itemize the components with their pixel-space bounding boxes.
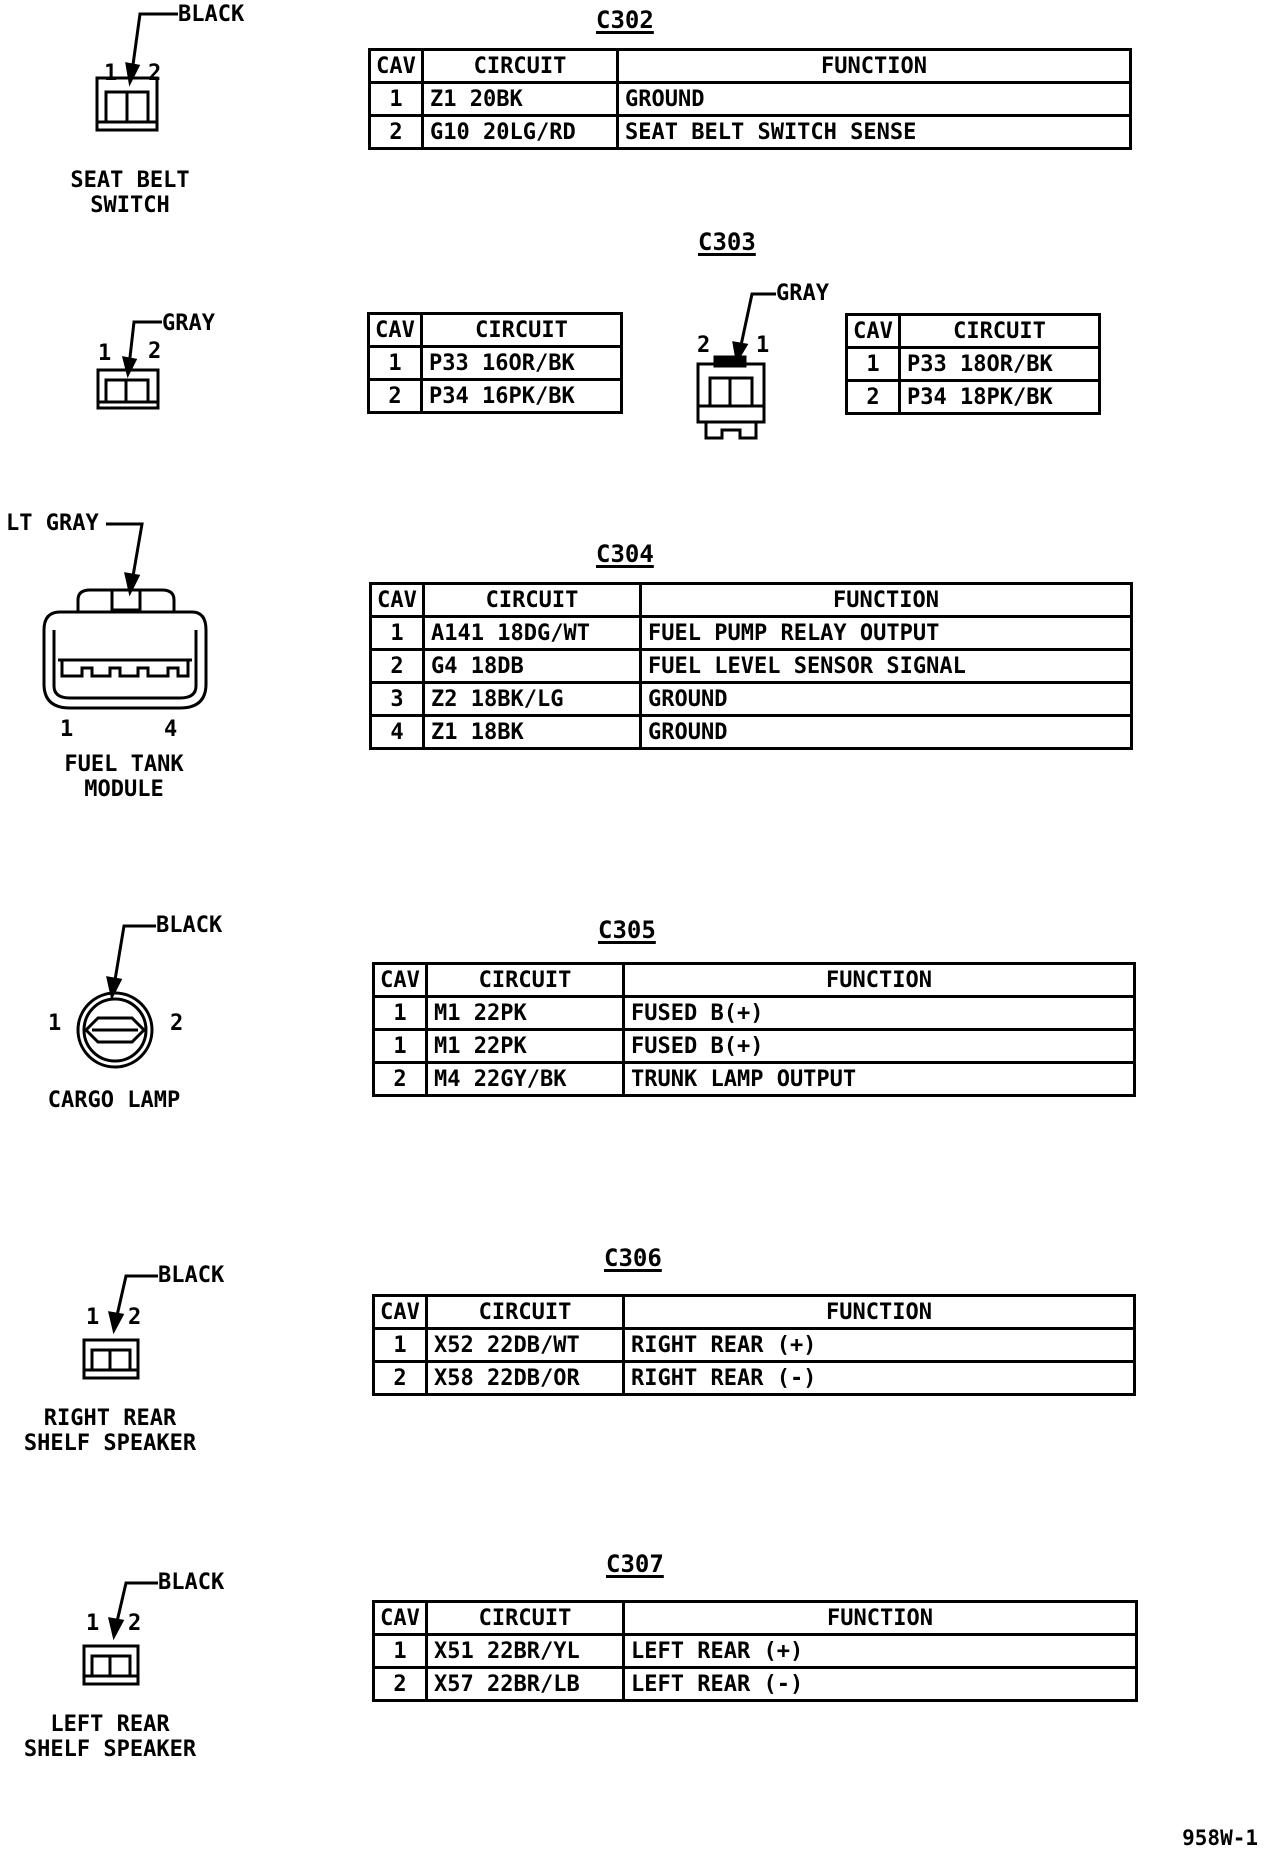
c305-table <box>372 962 1136 1097</box>
c304-pin-1: 1 <box>60 717 74 742</box>
function-cell: GROUND <box>618 83 1131 116</box>
c303-right-pin-1: 1 <box>756 333 770 358</box>
c304-component-name: FUEL TANK MODULE <box>64 752 184 802</box>
function-header: FUNCTION <box>618 50 1131 83</box>
function-cell: LEFT REAR (+) <box>624 1635 1137 1668</box>
cav-header: CAV <box>371 584 424 617</box>
function-cell: TRUNK LAMP OUTPUT <box>624 1063 1135 1096</box>
gray-connector-right-icon <box>698 294 776 438</box>
circuit-header: CIRCUIT <box>427 1296 624 1329</box>
c305-component-name: CARGO LAMP <box>47 1088 181 1113</box>
table-row <box>374 1030 1135 1063</box>
c305-title: C305 <box>598 916 656 944</box>
table-row <box>374 1362 1135 1395</box>
c306-pin-2: 2 <box>128 1305 142 1330</box>
fuel-tank-module-connector-icon <box>44 524 206 708</box>
circuit-cell: M1 22PK <box>427 1030 624 1063</box>
cav-cell: 1 <box>369 347 422 380</box>
cav-header: CAV <box>374 1296 427 1329</box>
cav-header: CAV <box>847 315 900 348</box>
function-header: FUNCTION <box>624 1296 1135 1329</box>
c307-pin-1: 1 <box>86 1611 100 1636</box>
circuit-header: CIRCUIT <box>427 1602 624 1635</box>
c302-component-name: SEAT BELT SWITCH <box>70 168 190 218</box>
function-cell: FUSED B(+) <box>624 1030 1135 1063</box>
circuit-cell: X57 22BR/LB <box>427 1668 624 1701</box>
table-row <box>371 650 1132 683</box>
c303-left-wire-color: GRAY <box>162 311 215 336</box>
c303-title: C303 <box>698 228 756 256</box>
circuit-cell: G10 20LG/RD <box>423 116 618 149</box>
c303-right-wire-color: GRAY <box>776 281 829 306</box>
cav-cell: 2 <box>370 116 423 149</box>
table-row <box>371 617 1132 650</box>
c303-right-table <box>845 313 1101 415</box>
cargo-lamp-connector-icon <box>78 926 156 1067</box>
circuit-cell: Z1 20BK <box>423 83 618 116</box>
circuit-cell: M4 22GY/BK <box>427 1063 624 1096</box>
table-row <box>374 1329 1135 1362</box>
circuit-header: CIRCUIT <box>422 314 622 347</box>
circuit-cell: Z2 18BK/LG <box>424 683 641 716</box>
circuit-cell: X51 22BR/YL <box>427 1635 624 1668</box>
circuit-header: CIRCUIT <box>424 584 641 617</box>
c307-title: C307 <box>606 1550 664 1578</box>
c307-table <box>372 1600 1138 1702</box>
circuit-header: CIRCUIT <box>423 50 618 83</box>
function-cell: LEFT REAR (-) <box>624 1668 1137 1701</box>
c307-pin-2: 2 <box>128 1611 142 1636</box>
circuit-cell: Z1 18BK <box>424 716 641 749</box>
circuit-cell: P34 16PK/BK <box>422 380 622 413</box>
cav-cell: 2 <box>371 650 424 683</box>
table-row <box>374 997 1135 1030</box>
cav-cell: 3 <box>371 683 424 716</box>
function-header: FUNCTION <box>624 964 1135 997</box>
function-cell: FUEL LEVEL SENSOR SIGNAL <box>641 650 1132 683</box>
function-header: FUNCTION <box>641 584 1132 617</box>
cav-cell: 1 <box>370 83 423 116</box>
function-cell: RIGHT REAR (+) <box>624 1329 1135 1362</box>
c302-table <box>368 48 1132 150</box>
table-row <box>374 1063 1135 1096</box>
function-header: FUNCTION <box>624 1602 1137 1635</box>
table-row <box>371 716 1132 749</box>
cav-cell: 1 <box>374 1635 427 1668</box>
cav-header: CAV <box>374 964 427 997</box>
cav-cell: 2 <box>847 381 900 414</box>
function-cell: FUEL PUMP RELAY OUTPUT <box>641 617 1132 650</box>
c305-wire-color: BLACK <box>156 913 223 938</box>
cav-cell: 4 <box>371 716 424 749</box>
cav-cell: 1 <box>374 1030 427 1063</box>
cav-cell: 1 <box>374 997 427 1030</box>
c304-table <box>369 582 1133 750</box>
circuit-cell: P33 18OR/BK <box>900 348 1100 381</box>
circuit-cell: P34 18PK/BK <box>900 381 1100 414</box>
c304-pin-4: 4 <box>164 717 178 742</box>
cav-cell: 1 <box>374 1329 427 1362</box>
c304-wire-color: LT GRAY <box>6 511 99 536</box>
table-row <box>847 381 1100 414</box>
c307-wire-color: BLACK <box>158 1570 225 1595</box>
table-row <box>369 380 622 413</box>
cav-cell: 2 <box>369 380 422 413</box>
cav-cell: 1 <box>371 617 424 650</box>
c303-left-pin-1: 1 <box>98 341 112 366</box>
table-row <box>371 683 1132 716</box>
cav-header: CAV <box>374 1602 427 1635</box>
c302-wire-color: BLACK <box>178 2 245 27</box>
table-row <box>370 116 1131 149</box>
circuit-cell: X52 22DB/WT <box>427 1329 624 1362</box>
c302-pin-1: 1 <box>104 61 118 86</box>
circuit-cell: X58 22DB/OR <box>427 1362 624 1395</box>
circuit-cell: G4 18DB <box>424 650 641 683</box>
c306-pin-1: 1 <box>86 1305 100 1330</box>
c306-wire-color: BLACK <box>158 1263 225 1288</box>
figure-id: 958W-1 <box>1182 1826 1258 1850</box>
function-cell: GROUND <box>641 683 1132 716</box>
c302-pin-2: 2 <box>148 61 162 86</box>
cav-cell: 2 <box>374 1063 427 1096</box>
cav-header: CAV <box>370 50 423 83</box>
table-row <box>370 83 1131 116</box>
c305-pin-2: 2 <box>170 1011 184 1036</box>
function-cell: FUSED B(+) <box>624 997 1135 1030</box>
c305-pin-1: 1 <box>48 1011 62 1036</box>
cav-cell: 2 <box>374 1668 427 1701</box>
table-row <box>369 347 622 380</box>
function-cell: GROUND <box>641 716 1132 749</box>
c306-title: C306 <box>604 1244 662 1272</box>
table-row <box>374 1668 1137 1701</box>
circuit-header: CIRCUIT <box>427 964 624 997</box>
c302-title: C302 <box>596 6 654 34</box>
circuit-header: CIRCUIT <box>900 315 1100 348</box>
table-row <box>847 348 1100 381</box>
c306-table <box>372 1294 1136 1396</box>
c304-title: C304 <box>596 540 654 568</box>
c303-left-table <box>367 312 623 414</box>
circuit-cell: A141 18DG/WT <box>424 617 641 650</box>
c303-right-pin-2: 2 <box>697 333 711 358</box>
c307-component-name: LEFT REAR SHELF SPEAKER <box>23 1712 197 1762</box>
cav-cell: 2 <box>374 1362 427 1395</box>
function-cell: SEAT BELT SWITCH SENSE <box>618 116 1131 149</box>
c306-component-name: RIGHT REAR SHELF SPEAKER <box>23 1406 197 1456</box>
c303-left-pin-2: 2 <box>148 339 162 364</box>
circuit-cell: M1 22PK <box>427 997 624 1030</box>
circuit-cell: P33 16OR/BK <box>422 347 622 380</box>
function-cell: RIGHT REAR (-) <box>624 1362 1135 1395</box>
cav-header: CAV <box>369 314 422 347</box>
table-row <box>374 1635 1137 1668</box>
cav-cell: 1 <box>847 348 900 381</box>
